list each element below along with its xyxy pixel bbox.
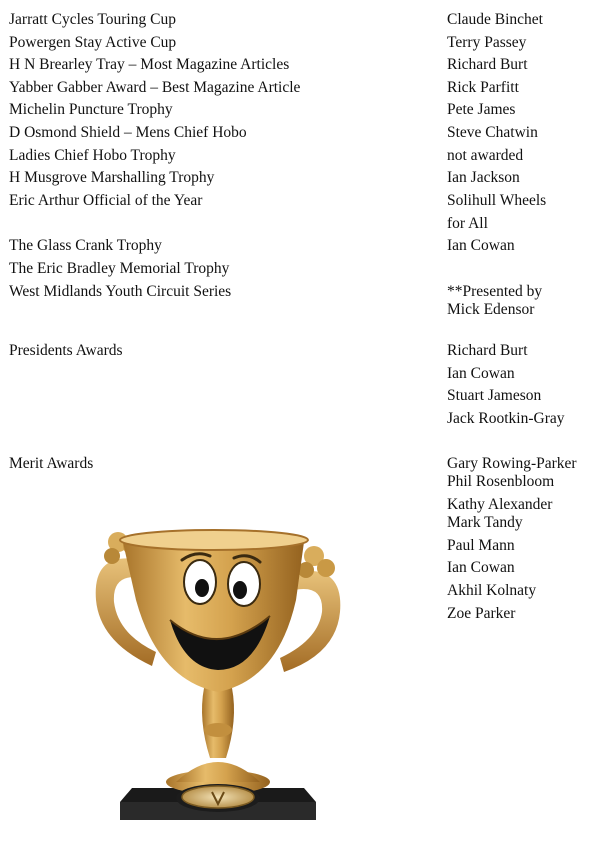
merit-awards-label: Merit Awards	[9, 455, 94, 472]
presidents-recipient: Stuart Jameson	[447, 387, 542, 404]
award-name: The Eric Bradley Memorial Trophy	[9, 260, 230, 277]
merit-recipient: Phil Rosenbloom	[447, 473, 555, 490]
award-name: H Musgrove Marshalling Trophy	[9, 169, 215, 186]
award-winner: Ian Cowan	[447, 237, 515, 254]
award-winner: **Presented by	[447, 283, 543, 300]
award-name: The Glass Crank Trophy	[9, 237, 162, 254]
award-winner: Rick Parfitt	[447, 79, 519, 96]
merit-recipient: Zoe Parker	[447, 605, 516, 622]
award-winner: Richard Burt	[447, 56, 528, 73]
award-winner: Mick Edensor	[447, 301, 535, 318]
award-name: Eric Arthur Official of the Year	[9, 192, 203, 209]
award-name: Ladies Chief Hobo Trophy	[9, 147, 176, 164]
award-name: West Midlands Youth Circuit Series	[9, 283, 232, 300]
award-winner: Steve Chatwin	[447, 124, 538, 141]
merit-recipient: Gary Rowing-Parker	[447, 455, 577, 472]
merit-recipient: Ian Cowan	[447, 559, 515, 576]
award-name: D Osmond Shield – Mens Chief Hobo	[9, 124, 247, 141]
presidents-recipient: Jack Rootkin-Gray	[447, 410, 565, 427]
award-winner: Terry Passey	[447, 34, 527, 51]
award-name: Jarratt Cycles Touring Cup	[9, 11, 176, 28]
presidents-recipient: Ian Cowan	[447, 365, 515, 382]
award-name: H N Brearley Tray – Most Magazine Articles	[9, 56, 290, 73]
award-winner: for All	[447, 215, 488, 232]
award-winner: Pete James	[447, 101, 516, 118]
award-name: Michelin Puncture Trophy	[9, 101, 173, 118]
merit-recipient: Kathy Alexander	[447, 496, 553, 513]
award-winner: Claude Binchet	[447, 11, 543, 28]
award-name: Powergen Stay Active Cup	[9, 34, 177, 51]
merit-recipient: Mark Tandy	[447, 514, 523, 531]
presidents-awards-label: Presidents Awards	[9, 342, 123, 359]
merit-recipient: Akhil Kolnaty	[447, 582, 537, 599]
trophy-cup-icon	[78, 520, 358, 820]
award-winner: not awarded	[447, 147, 524, 164]
merit-recipient: Paul Mann	[447, 537, 515, 554]
award-winner: Ian Jackson	[447, 169, 520, 186]
presidents-recipient: Richard Burt	[447, 342, 528, 359]
award-name: Yabber Gabber Award – Best Magazine Article	[9, 79, 301, 96]
award-winner: Solihull Wheels	[447, 192, 547, 209]
